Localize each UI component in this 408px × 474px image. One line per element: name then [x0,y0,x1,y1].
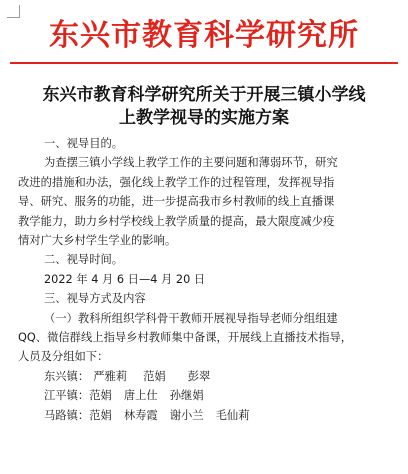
group-town: 东兴镇： [44,369,90,383]
group-member: 彭翠 [187,369,211,383]
document-title-line-1: 东兴市教育科学研究所关于开展三镇小学线 [42,85,366,105]
section-2-date: 2022 年 4 月 6 日—4 月 20 日 [44,272,206,286]
group-row-malu [18,406,398,425]
group-member: 范娟 [89,408,112,422]
section-1-line-3: 导、研究、服务的功能，进一步提高我市乡村教师的线上直播课 [18,195,335,209]
section-2-heading: 二、视导时间。 [44,253,124,267]
section-1-line-4: 教学能力，助力乡村学校线上教学质量的提高，最大限度减少疫 [18,214,335,228]
group-member: 严雅莉 [93,369,128,383]
section-3-heading: 三、视导方式及内容 [44,292,146,306]
section-3-line-1: （一）教科所组织学科骨干教师开展视导指导老师分组组建 [44,311,338,325]
letterhead-title: 东兴市教育科学研究所 [49,18,359,53]
section-1-line-2: 改进的措施和办法，强化线上教学工作的过程管理，发挥视导指 [18,175,335,189]
group-member: 范娟 [89,389,112,403]
group-town: 江平镇： [44,389,90,403]
section-1-heading: 一、视导目的。 [44,137,124,150]
group-member: 孙继娟 [169,389,204,403]
letterhead-red-rule [10,62,398,64]
group-member: 毛仙莉 [215,408,250,422]
document-body [18,134,398,425]
section-3-line-2: QQ、微信群线上指导乡村教师集中备课，开展线上直播技术指导， [18,331,353,345]
section-1-line-1: 为查摆三镇小学线上教学工作的主要问题和薄弱环节，研究 [44,156,338,170]
section-1-line-5: 情对广大乡村学生学业的影响。 [18,234,177,248]
group-town: 马路镇： [44,408,90,422]
document-title-line-2: 上教学视导的实施方案 [119,108,289,128]
group-member: 谢小兰 [169,408,204,422]
group-member: 范娟 [143,369,166,383]
group-member: 唐上仕 [123,389,158,403]
document-title [14,84,394,130]
group-member: 林寿霞 [123,408,158,422]
group-row-dongxing [18,367,398,386]
section-3-line-3: 人员及分组如下： [18,350,109,364]
group-row-jiangping [18,386,398,405]
